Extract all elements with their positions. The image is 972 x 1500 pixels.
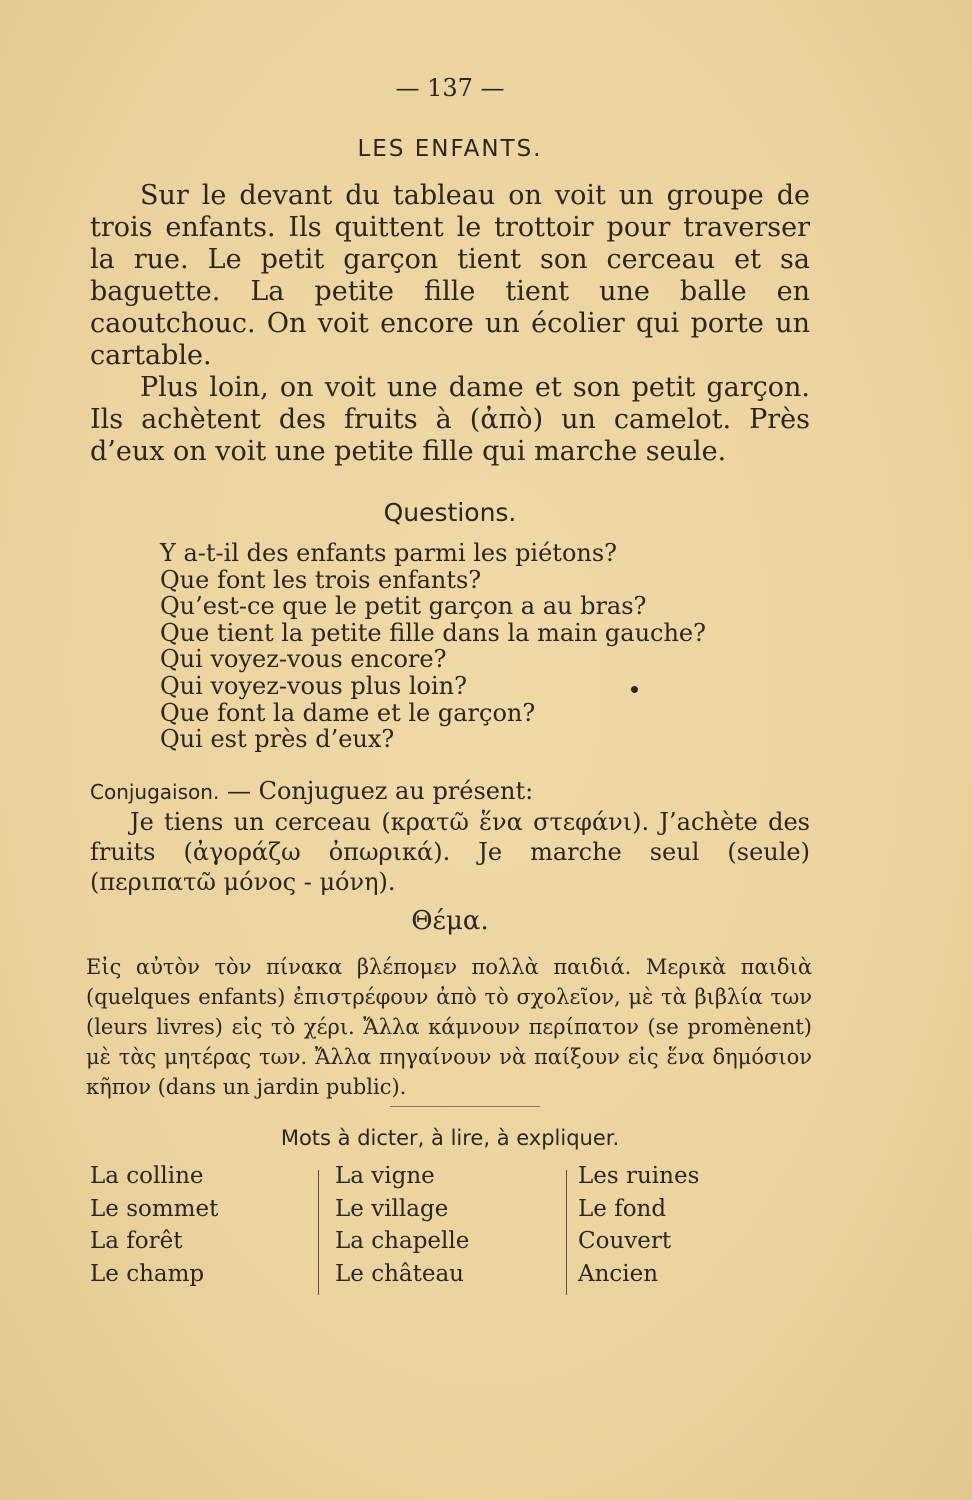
conjugaison-instruction: — Conjuguez au présent: [226,777,534,805]
vocab-word: Couvert [578,1228,672,1254]
vocab-column-2 [335,1160,469,1290]
story-paragraph: Plus loin, on voit une dame et son petit garçon. Ils achètent des fruits à (ἀπὸ) un camelot. Près d’eux on voit une petite fille qui marche seule. [90,372,810,467]
vocab-word: Les ruines [578,1163,700,1189]
vocab-word: Le village [335,1195,449,1222]
questions-heading: Questions. [383,498,517,527]
vocab-word: Le champ [90,1260,205,1287]
conjugaison-exercise: Je tiens un cerceau (κρατῶ ἕνα στεφάνι). J’achète des fruits (ἀγοράζω ὀπωρικά). Je marche seul (seule) (περιπατῶ μόνος - μόνη). [90,808,810,896]
question-item: Qui voyez-vous encore? [160,645,447,674]
theme-text: Εἰς αὐτὸν τὸν πίνακα βλέπομεν πολλὰ παιδιά. Μερικὰ παιδιὰ (quelques enfants) ἐπιστρέφουν ἀπὸ τὸ σχολεῖον, μὲ τὰ βιβλία των (leurs livres) εἰς τὸ χέρι. Ἄλλα κάμνουν περίπατον (se promènent) μὲ τὰς μητέρας των. Ἄλλα πηγαίνουν νὰ παίξουν εἰς ἕνα δημόσιον κῆπον (dans un jardin public). [86,955,812,1099]
question-item: Que font la dame et le garçon? [160,698,536,727]
vocab-column-3 [578,1160,699,1290]
question-item: Que tient la petite fille dans la main gauche? [160,618,706,647]
story-text [90,180,810,468]
question-item: Que font les trois enfants? [160,565,482,594]
page-title: LES ENFANTS. [357,136,543,162]
question-item: Qui est près d’eux? [160,725,395,754]
vocab-word: Le sommet [90,1195,219,1222]
conjugaison-label: Conjugaison. [90,780,220,804]
column-divider [318,1170,319,1295]
theme-heading: Θέμα. [411,906,489,936]
conjugaison-section [90,776,810,897]
question-item: Qui voyez-vous plus loin? [160,671,467,700]
vocab-word: La chapelle [335,1228,470,1254]
story-paragraph: Sur le devant du tableau on voit un groupe de trois enfants. Ils quittent le trottoir pour traverser la rue. Le petit garçon tient son cerceau et sa baguette. La petite fille tient une balle en caoutchouc. On voit encore un écolier qui porte un cartable. [90,180,810,371]
column-divider [566,1170,567,1295]
divider [390,1106,540,1107]
mots-heading: Mots à dicter, à lire, à expliquer. [280,1126,620,1150]
question-item: Qu’est-ce que le petit garçon a au bras? [160,592,647,621]
ink-dot [631,686,638,693]
vocab-word: Le fond [578,1195,667,1222]
question-item: Y a-t-il des enfants parmi les piétons? [160,539,618,567]
vocab-word: La forêt [90,1228,183,1254]
vocab-word: La vigne [335,1163,435,1189]
vocab-word: Le château [335,1260,464,1287]
vocab-word: Ancien [578,1260,659,1287]
vocab-word: La colline [90,1163,204,1189]
questions-list [160,540,780,753]
vocab-column-1 [90,1160,218,1290]
page-number: — 137 — [395,74,505,102]
